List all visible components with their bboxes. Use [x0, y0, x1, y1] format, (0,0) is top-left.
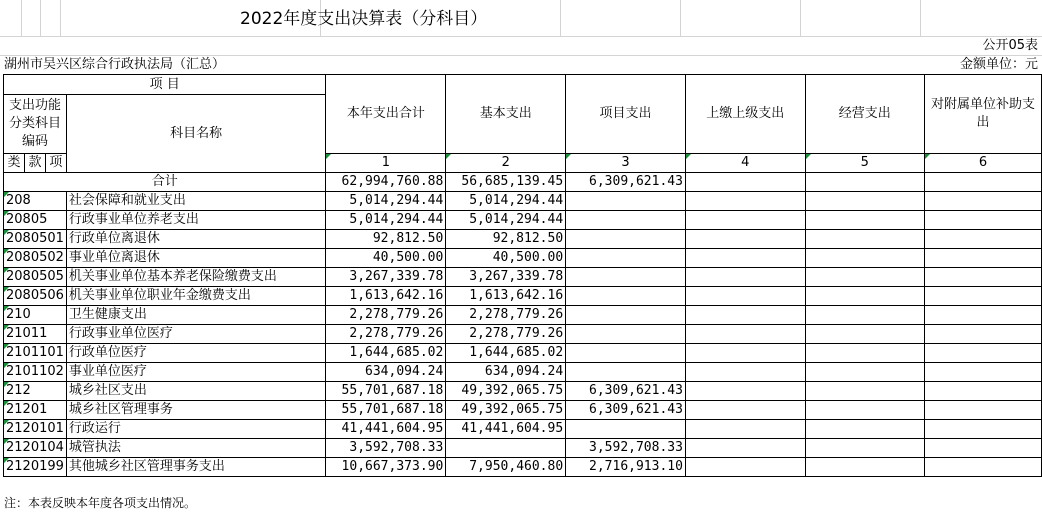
- row-subject-name: 事业单位医疗: [66, 363, 326, 382]
- row-remit: [685, 401, 805, 420]
- row-total: 40,500.00: [326, 249, 446, 268]
- report-title: 2022年度支出决算表（分科目）: [240, 9, 488, 29]
- row-basic: 634,094.24: [446, 363, 566, 382]
- row-business: [805, 192, 924, 211]
- row-basic: 92,812.50: [446, 230, 566, 249]
- table-row: [4, 249, 1042, 268]
- total-cell-6: [924, 173, 1041, 192]
- col-number-1: 1: [326, 154, 446, 173]
- col-project-expenditure: 项目支出: [566, 75, 686, 154]
- total-cell-3: 6,309,621.43: [566, 173, 686, 192]
- row-subsidy: [924, 249, 1041, 268]
- row-code: 2101101: [4, 344, 67, 363]
- form-number: 公开05表: [982, 38, 1038, 53]
- total-cell-5: [805, 173, 924, 192]
- row-subsidy: [924, 439, 1041, 458]
- row-remit: [685, 268, 805, 287]
- row-business: [805, 249, 924, 268]
- table-row: [4, 230, 1042, 249]
- row-subject-name: 行政运行: [66, 420, 326, 439]
- total-cell-1: 62,994,760.88: [326, 173, 446, 192]
- row-remit: [685, 458, 805, 477]
- row-subject-name: 行政单位医疗: [66, 344, 326, 363]
- row-subsidy: [924, 344, 1041, 363]
- row-remit: [685, 249, 805, 268]
- row-project: [566, 363, 686, 382]
- row-subject-name: 城乡社区支出: [66, 382, 326, 401]
- row-subsidy: [924, 420, 1041, 439]
- row-basic: 2,278,779.26: [446, 306, 566, 325]
- row-total: 3,267,339.78: [326, 268, 446, 287]
- row-remit: [685, 439, 805, 458]
- row-subsidy: [924, 363, 1041, 382]
- row-basic: 5,014,294.44: [446, 211, 566, 230]
- table-row: [4, 439, 1042, 458]
- row-subsidy: [924, 325, 1041, 344]
- row-code: 2080505: [4, 268, 67, 287]
- row-code: 210: [4, 306, 67, 325]
- row-subsidy: [924, 211, 1041, 230]
- row-subject-name: 卫生健康支出: [66, 306, 326, 325]
- row-code: 2120104: [4, 439, 67, 458]
- row-subsidy: [924, 230, 1041, 249]
- row-project: 3,592,708.33: [566, 439, 686, 458]
- table-row: [4, 287, 1042, 306]
- amount-unit: 金额单位：元: [959, 57, 1038, 72]
- row-total: 634,094.24: [326, 363, 446, 382]
- table-row: [4, 211, 1042, 230]
- row-code: 20805: [4, 211, 67, 230]
- row-remit: [685, 420, 805, 439]
- row-subject-name: 机关事业单位职业年金缴费支出: [66, 287, 326, 306]
- row-basic: 7,950,460.80: [446, 458, 566, 477]
- table-row: [4, 344, 1042, 363]
- row-project: 6,309,621.43: [566, 382, 686, 401]
- row-code: 21201: [4, 401, 67, 420]
- row-remit: [685, 325, 805, 344]
- row-business: [805, 401, 924, 420]
- row-subject-name: 行政事业单位医疗: [66, 325, 326, 344]
- subject-name-header: 科目名称: [66, 95, 326, 173]
- row-total: 2,278,779.26: [326, 325, 446, 344]
- xiang-header: 项: [45, 154, 66, 173]
- col-remit-to-superior: 上缴上级支出: [685, 75, 805, 154]
- row-subsidy: [924, 306, 1041, 325]
- table-note: 注：本表反映本年度各项支出情况。: [4, 496, 197, 510]
- row-business: [805, 268, 924, 287]
- row-remit: [685, 363, 805, 382]
- row-code: 2080506: [4, 287, 67, 306]
- table-row: [4, 192, 1042, 211]
- row-project: 2,716,913.10: [566, 458, 686, 477]
- row-remit: [685, 344, 805, 363]
- row-subject-name: 城管执法: [66, 439, 326, 458]
- row-subject-name: 行政事业单位养老支出: [66, 211, 326, 230]
- row-business: [805, 306, 924, 325]
- row-remit: [685, 211, 805, 230]
- row-total: 10,667,373.90: [326, 458, 446, 477]
- row-basic: 2,278,779.26: [446, 325, 566, 344]
- row-code: 2120101: [4, 420, 67, 439]
- row-code: 2080502: [4, 249, 67, 268]
- table-row: [4, 382, 1042, 401]
- row-total: 92,812.50: [326, 230, 446, 249]
- row-business: [805, 211, 924, 230]
- row-total: 55,701,687.18: [326, 401, 446, 420]
- row-remit: [685, 192, 805, 211]
- col-basic-expenditure: 基本支出: [446, 75, 566, 154]
- row-project: [566, 211, 686, 230]
- row-remit: [685, 230, 805, 249]
- row-business: [805, 439, 924, 458]
- item-header: 项 目: [4, 75, 326, 95]
- row-business: [805, 363, 924, 382]
- row-basic: 1,644,685.02: [446, 344, 566, 363]
- row-remit: [685, 306, 805, 325]
- row-business: [805, 344, 924, 363]
- row-project: [566, 192, 686, 211]
- row-total: 1,644,685.02: [326, 344, 446, 363]
- total-row: [4, 173, 1042, 192]
- row-basic: 3,267,339.78: [446, 268, 566, 287]
- row-total: 3,592,708.33: [326, 439, 446, 458]
- row-code: 2101102: [4, 363, 67, 382]
- table-row: [4, 401, 1042, 420]
- total-cell-4: [685, 173, 805, 192]
- row-subject-name: 行政单位离退休: [66, 230, 326, 249]
- row-project: [566, 344, 686, 363]
- row-total: 2,278,779.26: [326, 306, 446, 325]
- row-business: [805, 287, 924, 306]
- row-project: [566, 420, 686, 439]
- col-subsidy-to-affiliates: 对附属单位补助支出: [924, 75, 1041, 154]
- row-code: 2120199: [4, 458, 67, 477]
- col-number-5: 5: [805, 154, 924, 173]
- row-project: [566, 306, 686, 325]
- row-project: [566, 287, 686, 306]
- row-basic: 41,441,604.95: [446, 420, 566, 439]
- func-code-header: 支出功能分类科目编码: [4, 95, 67, 154]
- col-total-expenditure: 本年支出合计: [326, 75, 446, 154]
- table-row: [4, 306, 1042, 325]
- row-subsidy: [924, 192, 1041, 211]
- col-number-4: 4: [685, 154, 805, 173]
- row-subject-name: 事业单位离退休: [66, 249, 326, 268]
- row-subject-name: 城乡社区管理事务: [66, 401, 326, 420]
- row-total: 5,014,294.44: [326, 211, 446, 230]
- total-label: 合计: [4, 173, 326, 192]
- row-subject-name: 其他城乡社区管理事务支出: [66, 458, 326, 477]
- total-cell-2: 56,685,139.45: [446, 173, 566, 192]
- col-business-expenditure: 经营支出: [805, 75, 924, 154]
- kuan-header: 款: [24, 154, 45, 173]
- row-code: 212: [4, 382, 67, 401]
- table-row: [4, 458, 1042, 477]
- row-project: 6,309,621.43: [566, 401, 686, 420]
- row-subsidy: [924, 287, 1041, 306]
- row-business: [805, 325, 924, 344]
- table-row: [4, 268, 1042, 287]
- row-basic: 49,392,065.75: [446, 401, 566, 420]
- row-basic: 49,392,065.75: [446, 382, 566, 401]
- row-code: 208: [4, 192, 67, 211]
- col-number-6: 6: [924, 154, 1041, 173]
- row-business: [805, 458, 924, 477]
- row-subsidy: [924, 268, 1041, 287]
- row-total: 41,441,604.95: [326, 420, 446, 439]
- row-project: [566, 325, 686, 344]
- row-remit: [685, 287, 805, 306]
- row-basic: 40,500.00: [446, 249, 566, 268]
- row-subject-name: 机关事业单位基本养老保险缴费支出: [66, 268, 326, 287]
- row-basic: 1,613,642.16: [446, 287, 566, 306]
- row-project: [566, 268, 686, 287]
- row-total: 1,613,642.16: [326, 287, 446, 306]
- row-total: 5,014,294.44: [326, 192, 446, 211]
- row-business: [805, 230, 924, 249]
- row-basic: 5,014,294.44: [446, 192, 566, 211]
- row-subsidy: [924, 382, 1041, 401]
- table-body: [4, 173, 1042, 477]
- row-subsidy: [924, 401, 1041, 420]
- table-row: [4, 363, 1042, 382]
- row-business: [805, 382, 924, 401]
- row-business: [805, 420, 924, 439]
- col-number-3: 3: [566, 154, 686, 173]
- row-basic: [446, 439, 566, 458]
- row-remit: [685, 382, 805, 401]
- row-project: [566, 230, 686, 249]
- row-subsidy: [924, 458, 1041, 477]
- unit-name: 湖州市吴兴区综合行政执法局（汇总）: [4, 57, 226, 72]
- row-code: 21011: [4, 325, 67, 344]
- table-row: [4, 420, 1042, 439]
- col-number-2: 2: [446, 154, 566, 173]
- table-row: [4, 325, 1042, 344]
- row-code: 2080501: [4, 230, 67, 249]
- row-subject-name: 社会保障和就业支出: [66, 192, 326, 211]
- expenditure-table: [3, 74, 1042, 477]
- row-project: [566, 249, 686, 268]
- lei-header: 类: [4, 154, 25, 173]
- row-total: 55,701,687.18: [326, 382, 446, 401]
